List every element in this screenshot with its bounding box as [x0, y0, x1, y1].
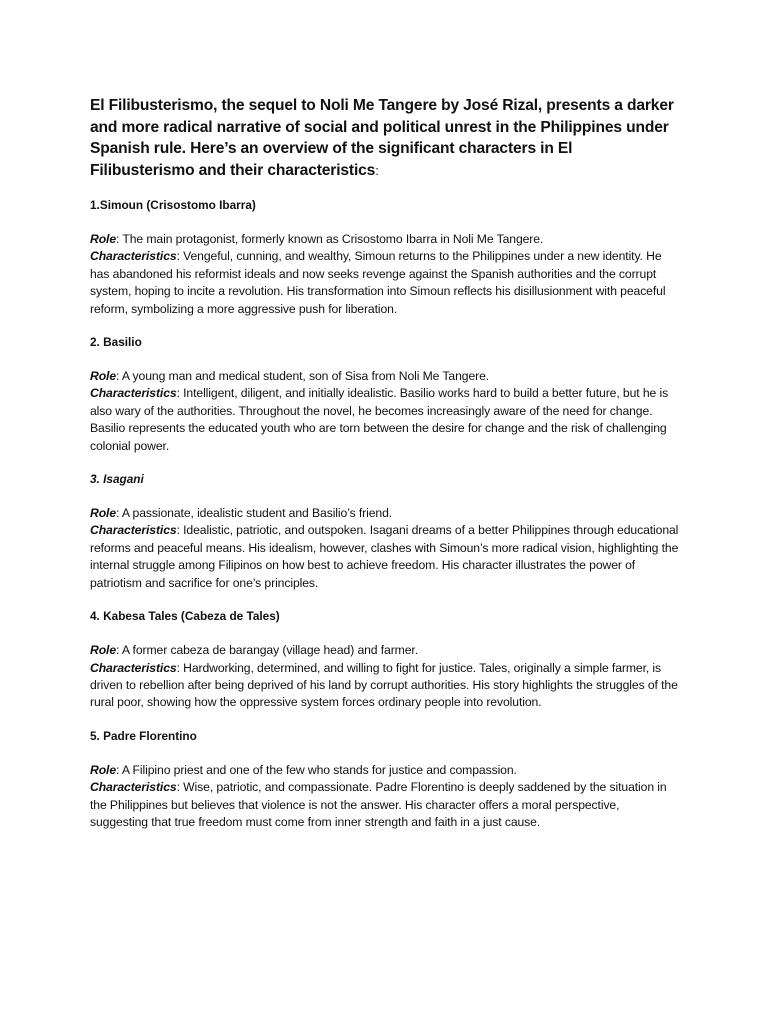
intro-colon: :	[375, 162, 379, 178]
document-body	[90, 95, 680, 831]
characteristics-text: : Idealistic, patriotic, and outspoken. Isagani dreams of a better Philippines through educational reforms and peaceful means. His idealism, however, clashes with Simoun’s more radical vision, highlighting the internal struggle among Filipinos on how best to achieve freedom. His character illustrates the power of patriotism and sacrifice for one’s principles.	[90, 523, 679, 590]
intro-paragraph	[90, 95, 680, 181]
characteristics-label: Characteristics	[90, 660, 177, 675]
role-line	[90, 231, 680, 248]
role-line	[90, 505, 680, 522]
section-heading: 2. Basilio	[90, 335, 142, 350]
characteristics-text: : Wise, patriotic, and compassionate. Padre Florentino is deeply saddened by the situation in the Philippines but believes that violence is not the answer. His character offers a moral perspective, suggesting that true freedom must come from inner strength and faith in a just cause.	[90, 780, 667, 829]
characteristics-paragraph	[90, 385, 680, 455]
section-heading: 3. Isagani	[90, 472, 144, 487]
role-label: Role	[90, 643, 117, 658]
characteristics-label: Characteristics	[90, 523, 177, 538]
role-label: Role	[90, 762, 117, 777]
role-text: : A young man and medical student, son of Sisa from Noli Me Tangere.	[116, 369, 490, 384]
role-text: : A passionate, idealistic student and Basilio’s friend.	[116, 506, 393, 521]
characteristics-paragraph	[90, 779, 680, 831]
characteristics-label: Characteristics	[90, 386, 177, 401]
role-label: Role	[90, 506, 117, 521]
characteristics-text: : Intelligent, diligent, and initially idealistic. Basilio works hard to build a better future, but he is also wary of the authorities. Throughout the novel, he becomes increasingly aware of the need for change. Basilio represents the educated youth who are torn between the desire for change and the risk of challenging colonial power.	[90, 386, 669, 453]
role-line	[90, 762, 680, 779]
role-label: Role	[90, 369, 117, 384]
role-text: : The main protagonist, formerly known as Crisostomo Ibarra in Noli Me Tangere.	[116, 232, 544, 246]
role-line	[90, 368, 680, 385]
characteristics-text: : Vengeful, cunning, and wealthy, Simoun returns to the Philippines under a new identity. He has abandoned his reformist ideals and now seeks revenge against the Spanish authorities and the corrupt system, hoping to incite a revolution. His transformation into Simoun reflects his disillusionment with peaceful reform, symbolizing a more aggressive push for liberation.	[90, 249, 666, 316]
section-heading: 4. Kabesa Tales (Cabeza de Tales)	[90, 609, 280, 624]
character-section-padre-florentino	[90, 728, 680, 832]
role-label: Role	[90, 232, 117, 246]
character-section-simoun	[90, 197, 680, 318]
characteristics-label: Characteristics	[90, 780, 177, 795]
characteristics-label: Characteristics	[90, 249, 177, 264]
role-text: : A former cabeza de barangay (village head) and farmer.	[116, 643, 418, 658]
character-section-isagani	[90, 471, 680, 592]
role-line	[90, 642, 680, 659]
character-section-basilio	[90, 334, 680, 455]
characteristics-text: : Hardworking, determined, and willing to fight for justice. Tales, originally a simple farmer, is driven to rebellion after being deprived of his land by corrupt authorities. His story highlights the struggles of the rural poor, showing how the oppressive system forces ordinary people into revolution.	[90, 660, 678, 710]
characteristics-paragraph	[90, 522, 680, 592]
section-heading: 5. Padre Florentino	[90, 728, 197, 743]
section-heading: 1.Simoun (Crisostomo Ibarra)	[90, 198, 256, 212]
intro-text: El Filibusterismo, the sequel to Noli Me Tangere by José Rizal, presents a darker and more radical narrative of social and political unrest in the Philippines under Spanish rule. Here’s an overview of the significant characters in El Filibusterismo and their characteristics	[90, 97, 674, 179]
character-section-kabesa-tales	[90, 608, 680, 712]
characteristics-paragraph	[90, 660, 680, 712]
characteristics-paragraph	[90, 248, 680, 318]
role-text: : A Filipino priest and one of the few who stands for justice and compassion.	[116, 762, 517, 777]
